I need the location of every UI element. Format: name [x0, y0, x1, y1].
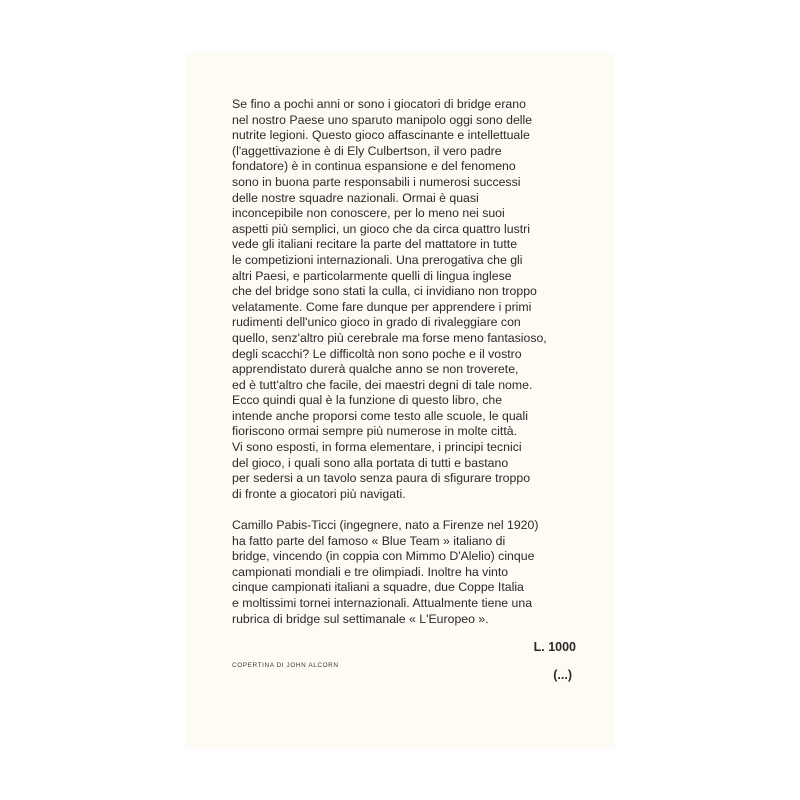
text-line: del gioco, i quali sono alla portata di tutti e bastano: [232, 455, 509, 470]
text-line: vede gli italiani recitare la parte del mattatore in tutte: [232, 237, 518, 252]
text-line: velatamente. Come fare dunque per apprendere i primi: [232, 299, 532, 314]
text-line: e moltissimi tornei internazionali. Attualmente tiene una: [232, 596, 533, 610]
text-line: inconcepibile non conoscere, per lo meno nei suoi: [232, 206, 505, 221]
text-line: altri Paesi, e particolarmente quelli di lingua inglese: [232, 268, 512, 283]
text-line: delle nostre squadre nazionali. Ormai è quasi: [232, 190, 479, 205]
cover-credit: COPERTINA DI JOHN ALCORN: [232, 662, 339, 669]
text-line: Camillo Pabis-Ticci (ingegnere, nato a Firenze nel 1920): [232, 518, 539, 533]
paragraph-author-bio: [232, 518, 587, 627]
text-line: campionati mondiali e tre olimpiadi. Inoltre ha vinto: [232, 564, 509, 579]
text-line: Vi sono esposti, in forma elementare, i principi tecnici: [232, 440, 522, 455]
text-line: ha fatto parte del famoso « Blue Team » italiano di: [232, 533, 506, 548]
text-line: che del bridge sono stati la culla, ci invidiano non troppo: [232, 284, 537, 299]
text-line: rubrica di bridge sul settimanale « L'Europeo ».: [232, 611, 489, 626]
text-line: intende anche proporsi come testo alle scuole, le quali: [232, 408, 528, 423]
price-block: [534, 640, 576, 682]
text-line: Ecco quindi qual è la funzione di questo libro, che: [232, 393, 503, 408]
text-line: fondatore) è in continua espansione e del fenomeno: [232, 159, 516, 174]
price-label: L. 1000: [533, 640, 576, 654]
text-line: cinque campionati italiani a squadre, due Coppe Italia: [232, 580, 524, 595]
price-note: (...): [553, 668, 572, 682]
paragraph-intro: [232, 97, 587, 502]
text-line: ed è tutt'altro che facile, dei maestri degni di tale nome.: [232, 377, 533, 392]
text-line: per sedersi a un tavolo senza paura di sfigurare troppo: [232, 471, 531, 486]
text-line: Se fino a pochi anni or sono i giocatori di bridge erano: [232, 97, 526, 111]
text-line: di fronte a giocatori più navigati.: [232, 486, 406, 501]
text-line: aspetti più semplici, un gioco che da circa quattro lustri: [232, 221, 531, 236]
text-line: fioriscono ormai sempre più numerose in molte città.: [232, 424, 517, 439]
blurb-text: [232, 97, 587, 627]
text-line: bridge, vincendo (in coppia con Mimmo D'Alelio) cinque: [232, 549, 535, 564]
text-line: quello, senz'altro più cerebrale ma forse meno fantasioso,: [232, 330, 547, 345]
text-line: degli scacchi? Le difficoltà non sono poche e il vostro: [232, 346, 522, 361]
back-cover-page: [186, 52, 614, 749]
text-line: sono in buona parte responsabili i numerosi successi: [232, 174, 521, 189]
text-line: le competizioni internazionali. Una prerogativa che gli: [232, 252, 523, 267]
text-line: nel nostro Paese uno sparuto manipolo oggi sono delle: [232, 112, 533, 127]
text-line: nutrite legioni. Questo gioco affascinante e intellettuale: [232, 128, 530, 143]
text-line: rudimenti dell'unico gioco in grado di rivaleggiare con: [232, 315, 521, 330]
text-line: (l'aggettivazione è di Ely Culbertson, il vero padre: [232, 143, 502, 158]
text-line: apprendistato durerà qualche anno se non troverete,: [232, 362, 519, 377]
